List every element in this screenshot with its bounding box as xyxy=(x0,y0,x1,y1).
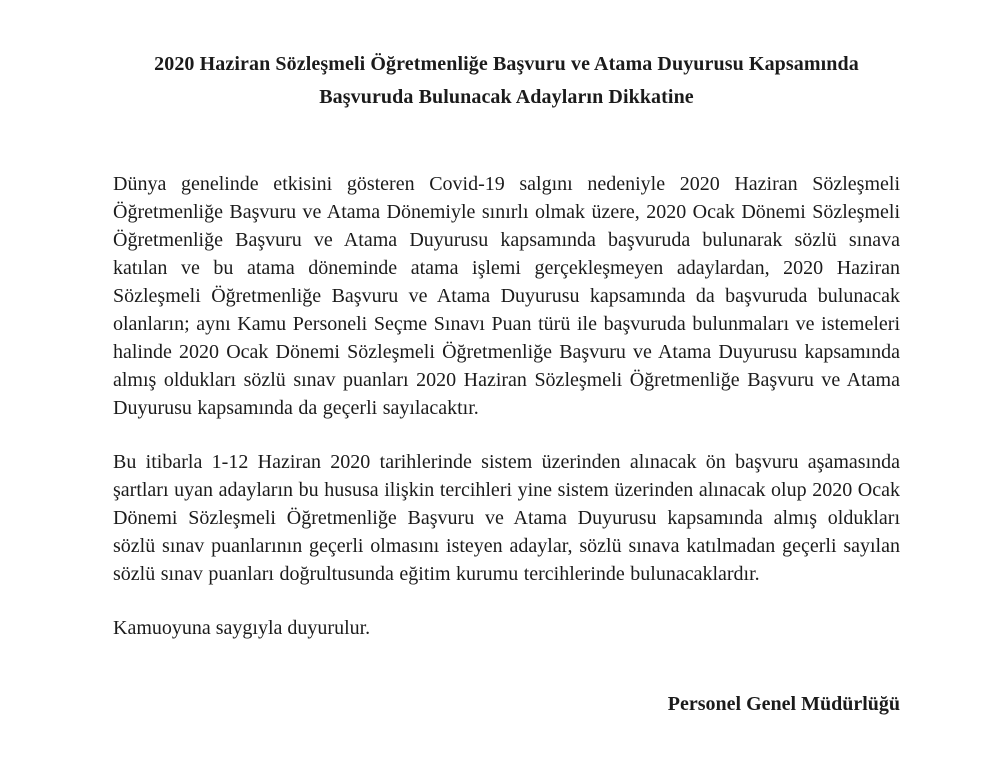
title-line-1: 2020 Haziran Sözleşmeli Öğretmenliğe Başvuru ve Atama Duyurusu Kapsamında xyxy=(154,53,859,75)
document-title xyxy=(113,48,900,114)
closing-line: Kamuoyuna saygıyla duyurulur. xyxy=(113,617,371,639)
paragraph-2: Bu itibarla 1-12 Haziran 2020 tarihlerinde sistem üzerinden alınacak ön başvuru aşamasında şartları uyan adayların bu hususa ilişkin tercihleri yine sistem üzerinden alınacak olup 2020 Ocak Dönemi Sözleşmeli Öğretmenliğe Başvuru ve Atama Duyurusu kapsamında almış oldukları sözlü sınav puanlarının geçerli olmasını isteyen adaylar, sözlü sınava katılmadan geçerli sayılan sözlü sınav puanları doğrultusunda eğitim kurumu tercihlerinde bulunacaklardır. xyxy=(113,451,900,585)
title-line-2: Başvuruda Bulunacak Adayların Dikkatine xyxy=(319,86,694,108)
paragraph-1: Dünya genelinde etkisini gösteren Covid-19 salgını nedeniyle 2020 Haziran Sözleşmeli Öğretmenliğe Başvuru ve Atama Dönemiyle sınırlı olmak üzere, 2020 Ocak Dönemi Sözleşmeli Öğretmenliğe Başvuru ve Atama Duyurusu kapsamında başvuruda bulunarak sözlü sınava katılan ve bu atama döneminde atama işlemi gerçekleşmeyen adaylardan, 2020 Haziran Sözleşmeli Öğretmenliğe Başvuru ve Atama Duyurusu kapsamında da başvuruda bulunacak olanların; aynı Kamu Personeli Seçme Sınavı Puan türü ile başvuruda bulunmaları ve istemeleri halinde 2020 Ocak Dönemi Sözleşmeli Öğretmenliğe Başvuru ve Atama Duyurusu kapsamında almış oldukları sözlü sınav puanları 2020 Haziran Sözleşmeli Öğretmenliğe Başvuru ve Atama Duyurusu kapsamında da geçerli sayılacaktır. xyxy=(113,173,900,419)
signature-block: Personel Genel Müdürlüğü xyxy=(667,693,900,715)
